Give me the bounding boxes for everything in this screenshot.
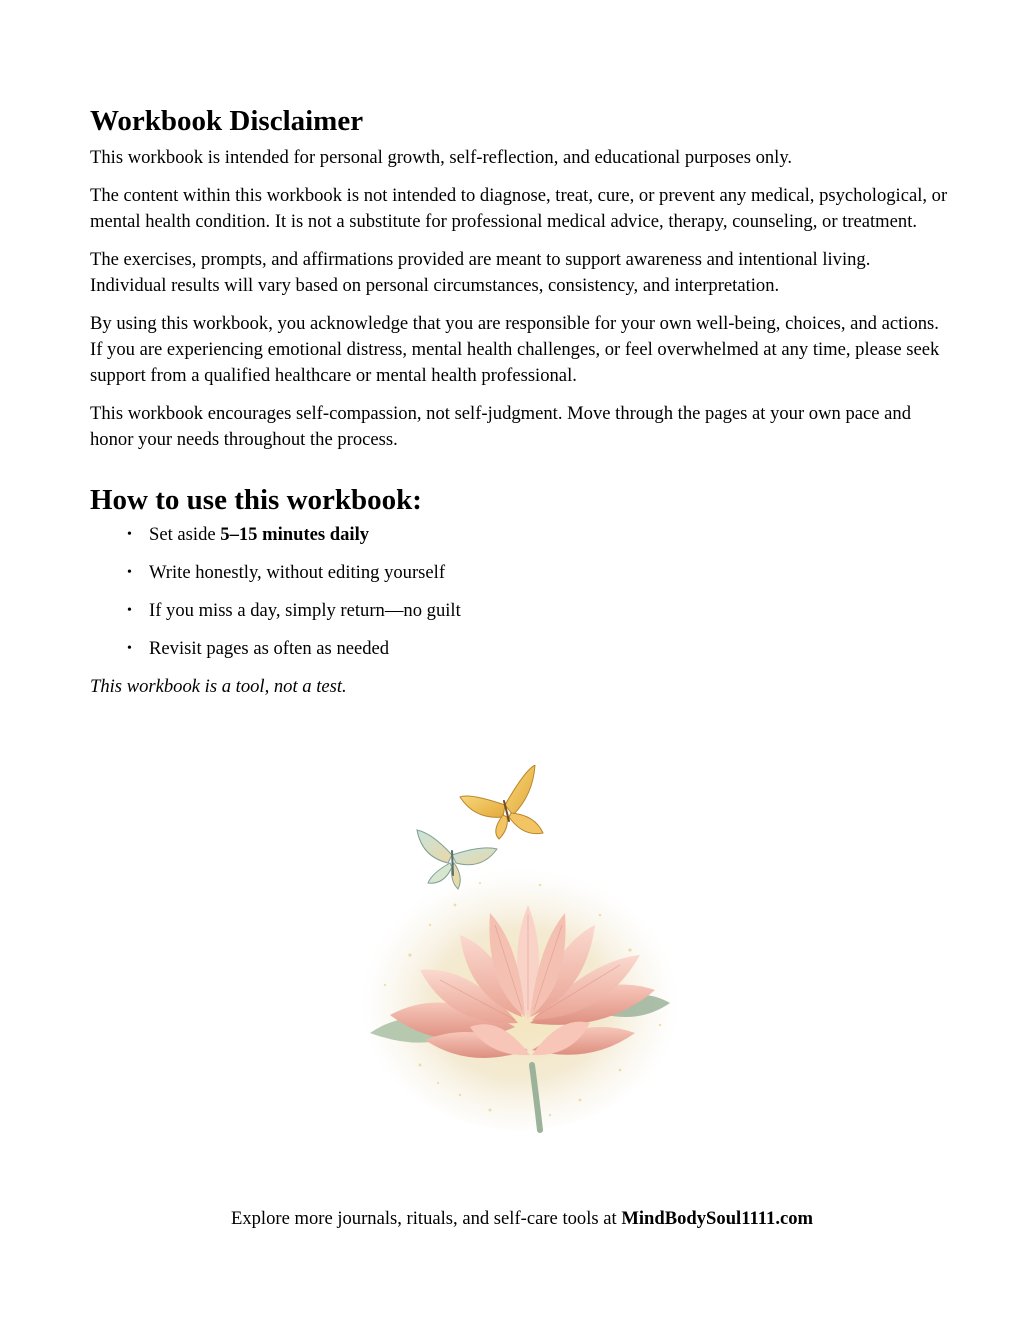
footer-text: Explore more journals, rituals, and self-care tools at [230, 1208, 622, 1229]
closing-note: This workbook is a tool, not a test. [90, 675, 347, 697]
list-item-emphasis: 5–15 minutes daily [220, 523, 370, 545]
bullet-icon: • [127, 564, 132, 580]
disclaimer-paragraph: This workbook is intended for personal growth, self-reflection, and educational purposes only. [90, 146, 793, 168]
list-item [127, 522, 950, 548]
footer-site-link[interactable]: MindBodySoul1111.com [621, 1208, 814, 1229]
disclaimer-paragraph: By using this workbook, you acknowledge that you are responsible for your own well-being, choices, and actions. If you are experiencing emotional distress, mental health challenges, or feel overwhelmed at any time, please seek support from a qualified healthcare or mental health professional. [90, 312, 940, 386]
bullet-icon: • [127, 640, 132, 656]
bullet-icon: • [127, 602, 132, 618]
disclaimer-title: Workbook Disclaimer [90, 105, 364, 137]
footer [0, 1206, 1020, 1232]
disclaimer-paragraph: The content within this workbook is not intended to diagnose, treat, cure, or prevent any medical, psychological, or mental health condition. It is not a substitute for professional medical advice, therapy, counseling, or treatment. [90, 184, 948, 232]
list-item [127, 560, 950, 586]
list-item-prefix: Set aside [149, 523, 221, 545]
butterfly-gold [460, 765, 543, 839]
list-item [127, 598, 950, 624]
list-item-text: Write honestly, without editing yourself [149, 561, 446, 583]
lotus-with-butterflies-illustration [350, 765, 690, 1135]
bullet-icon: • [127, 526, 132, 542]
list-item-text: If you miss a day, simply return—no guilt [149, 599, 461, 621]
document-page [90, 104, 950, 700]
list-item-text: Revisit pages as often as needed [149, 637, 390, 659]
disclaimer-paragraph: The exercises, prompts, and affirmations provided are meant to support awareness and intentional living. Individual results will vary based on personal circumstances, consistency, and interpretation. [90, 248, 871, 296]
disclaimer-paragraph: This workbook encourages self-compassion, not self-judgment. Move through the pages at your own pace and honor your needs throughout the process. [90, 402, 912, 450]
list-item [127, 636, 950, 662]
how-to-use-list [90, 522, 950, 662]
how-to-use-title: How to use this workbook: [90, 483, 422, 516]
